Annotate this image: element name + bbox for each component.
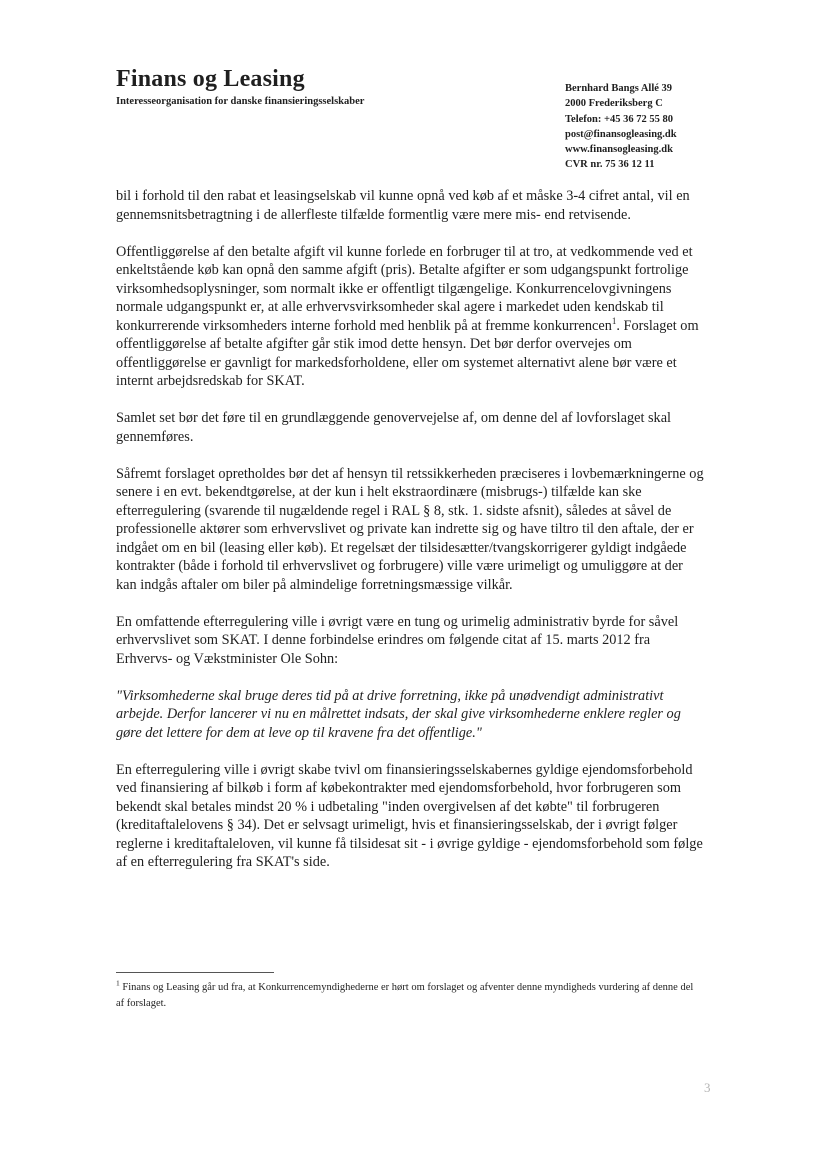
paragraph-6: En efterregulering ville i øvrigt skabe tvivl om finansieringsselskabernes gyldige ejendomsforbehold ved finansiering af bilkøb i form af købekontrakter med ejendomsforbehold, hvor forbrugeren som bekendt skal betales mindst 20 % i udbetaling "inden overgivelsen af det købte" til forbrugeren (kreditaftalelovens § 34). Det er selvsagt urimeligt, hvis et finansieringsselskab, der i øvrigt følger reglerne i kreditaftaleloven, vil kunne få tilsidesat sit - i øvrige gyldige - ejendomsforbehold som følge af en efterregulering fra SKAT's side. bbox=[116, 761, 703, 870]
address-city: 2000 Frederiksberg C bbox=[565, 98, 663, 110]
paragraph-5: En omfattende efterregulering ville i øvrigt være en tung og urimelig administrativ byrde for såvel erhvervslivet som SKAT. I denne forbindelse erindres om følgende citat af 15. marts 2012 fra Erhvervs- og Vækstminister Ole Sohn: bbox=[116, 613, 679, 667]
minister-quote: "Virksomhederne skal bruge deres tid på at drive forretning, ikke på unødvendigt administrativt arbejde. Derfor lancerer vi nu en målrettet indsats, der skal give virksomhederne enklere regler og gøre det lettere for dem at leve op til kravene fra det offentlige." bbox=[116, 687, 681, 741]
address-email: post@finansogleasing.dk bbox=[565, 128, 677, 140]
footnote-reference: 1 bbox=[611, 315, 617, 326]
address-phone: Telefon: +45 36 72 55 80 bbox=[565, 113, 673, 125]
paragraph-2 bbox=[116, 243, 706, 391]
address-block bbox=[565, 81, 677, 173]
footnote-text: Finans og Leasing går ud fra, at Konkurrencemyndighederne er hørt om forslaget og afventer denne myndigheds vurdering af denne del af forslaget. bbox=[116, 982, 694, 1009]
footnote-divider bbox=[116, 972, 274, 973]
organization-subtitle: Interesseorganisation for danske finansieringsselskaber bbox=[116, 96, 365, 107]
page-number: 3 bbox=[704, 1080, 711, 1095]
paragraph-2-part-2: . Forslaget om offentliggørelse af betalte afgifter går stik imod dette hensyn. Det bør derfor overvejes om offentliggørelse er gavnligt for markedsforholdene, eller om systemet alternativt alene bør være et internt arbejdsredskab for SKAT. bbox=[116, 317, 699, 389]
footnote bbox=[116, 980, 696, 1012]
footnote-number: 1 bbox=[116, 978, 120, 988]
paragraph-4: Såfremt forslaget opretholdes bør det af hensyn til retssikkerheden præciseres i lovbemærkningerne og senere i en evt. bekendtgørelse, at der kun i helt ekstraordinære (misbrugs-) tilfælde kan ske efterregulering (svarende til nugældende regel i RAL § 8, stk. 1. sidste afsnit), således at såvel de professionelle aktører som erhvervslivet og private kan indrette sig og have tiltro til den aftale, der er indgået om en bil (leasing eller køb). Et regelsæt der tilsidesætter/tvangskorrigerer gyldigt indgåede kontrakter (både i forhold til erhvervslivet og forbrugere) ville være urimeligt og umuliggøre at der kan indgås aftaler om biler på almindelige forretningsmæssige vilkår. bbox=[116, 465, 704, 593]
paragraph-2-part-1: Offentliggørelse af den betalte afgift vil kunne forlede en forbruger til at tro, at vedkommende ved et enkeltstående køb kan opnå den samme afgift (pris). Betalte afgifter er som udgangspunkt fortrolige virksomhedsoplysninger, som normalt ikke er offentligt tilgængelige. Konkurrencelovgivningens normale udgangspunkt er, at alle erhvervsvirksomheder skal agere i markedet uden kendskab til konkurrerende virksomheders interne forhold med henblik på at fremme konkurrencen bbox=[116, 243, 693, 334]
organization-name: Finans og Leasing bbox=[116, 66, 305, 92]
letter-body bbox=[116, 187, 706, 890]
paragraph-3: Samlet set bør det føre til en grundlæggende genovervejelse af, om denne del af lovforslaget skal gennemføres. bbox=[116, 410, 672, 445]
address-cvr: CVR nr. 75 36 12 11 bbox=[565, 159, 655, 171]
address-website: www.finansogleasing.dk bbox=[565, 144, 673, 156]
paragraph-1: bil i forhold til den rabat et leasingselskab vil kunne opnå ved køb af et måske 3-4 cifret antal, vil en gennemsnitsbetragtning i de allerfleste tilfælde formentlig være mere mis- end retvisende. bbox=[116, 188, 690, 223]
address-street: Bernhard Bangs Allé 39 bbox=[565, 83, 673, 94]
